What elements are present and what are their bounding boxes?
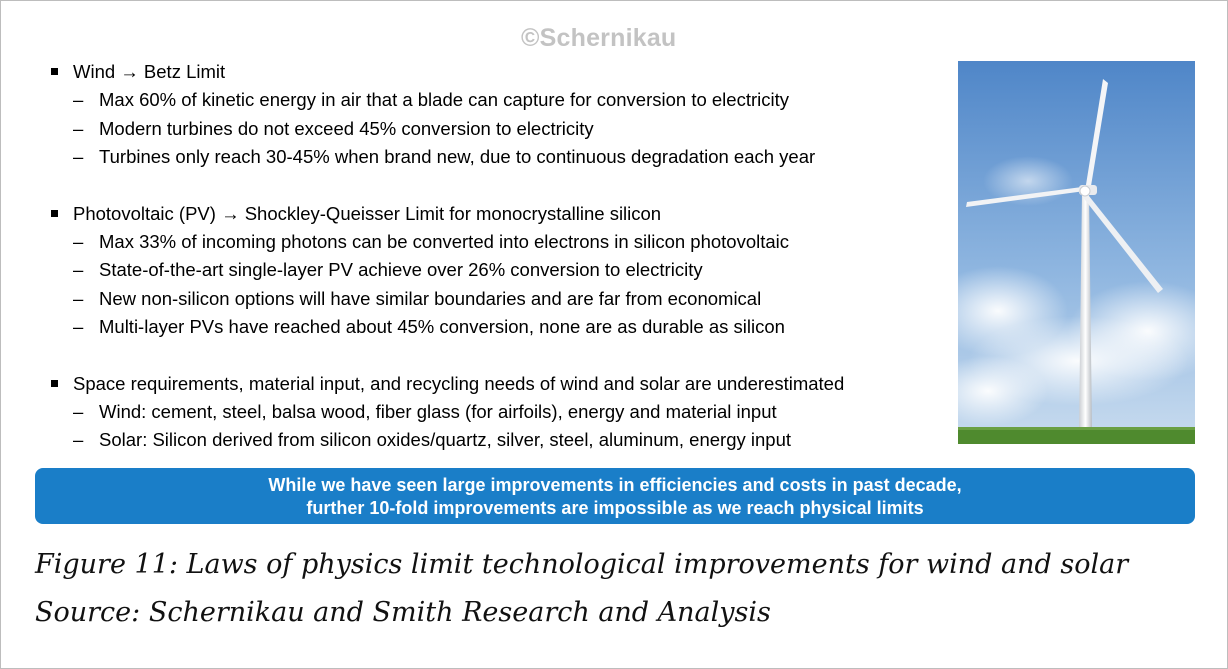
bullet-heading-text: Wind → Betz Limit [73, 61, 226, 82]
sub-bullet-text: Max 60% of kinetic energy in air that a blade can capture for conversion to electricity [99, 89, 789, 110]
section-photovoltaic [49, 200, 939, 342]
sub-bullet-text: Turbines only reach 30-45% when brand new, due to continuous degradation each year [99, 146, 816, 167]
dash-icon: – [73, 89, 84, 110]
sub-bullet [49, 143, 939, 172]
bullet-content [49, 58, 939, 455]
figure-caption: Figure 11: Laws of physics limit technological improvements for wind and solar [35, 549, 1129, 580]
sub-bullet [49, 115, 939, 144]
dash-icon: – [73, 146, 84, 167]
square-bullet-icon [51, 68, 58, 75]
sub-bullet [49, 398, 939, 427]
wind-turbine-photo [958, 61, 1195, 444]
banner-line-1: While we have seen large improvements in efficiencies and costs in past decade, [268, 475, 962, 495]
bullet-heading [49, 200, 939, 228]
square-bullet-icon [51, 210, 58, 217]
section-wind [49, 58, 939, 172]
sub-bullet [49, 285, 939, 314]
dash-icon: – [73, 117, 84, 139]
sub-bullet-text: Max 33% of incoming photons can be converted into electrons in silicon photovoltaic [99, 230, 790, 252]
watermark: ©Schernikau [521, 24, 677, 52]
dash-icon: – [73, 230, 84, 252]
dash-icon: – [73, 429, 84, 450]
sub-bullet [49, 228, 939, 257]
bullet-heading-text: Space requirements, material input, and recycling needs of wind and solar are underestimated [73, 372, 845, 394]
sub-bullet [49, 313, 939, 342]
sub-bullet-text: Wind: cement, steel, balsa wood, fiber glass (for airfoils), energy and material input [99, 400, 777, 422]
banner-line-2: further 10-fold improvements are impossible as we reach physical limits [306, 498, 924, 518]
sub-bullet-text: Solar: Silicon derived from silicon oxides/quartz, silver, steel, aluminum, energy input [99, 429, 792, 450]
bullet-heading [49, 58, 939, 86]
sub-bullet [49, 86, 939, 115]
dash-icon: – [73, 287, 84, 309]
bullet-heading [49, 370, 939, 398]
sub-bullet [49, 256, 939, 285]
sub-bullet-text: Multi-layer PVs have reached about 45% conversion, none are as durable as silicon [99, 316, 785, 337]
dash-icon: – [73, 259, 84, 280]
dash-icon: – [73, 400, 84, 422]
square-bullet-icon [51, 380, 58, 387]
sub-bullet-text: Modern turbines do not exceed 45% conversion to electricity [99, 117, 594, 139]
wind-turbine-icon [958, 61, 1195, 444]
sub-bullet-text: New non-silicon options will have similar boundaries and are far from economical [99, 287, 762, 309]
source-caption: Source: Schernikau and Smith Research and Analysis [35, 597, 771, 628]
sub-bullet [49, 426, 939, 455]
conclusion-banner [35, 468, 1195, 524]
section-space-requirements [49, 370, 939, 455]
dash-icon: – [73, 316, 84, 337]
sub-bullet-text: State-of-the-art single-layer PV achieve over 26% conversion to electricity [99, 259, 703, 280]
bullet-heading-text: Photovoltaic (PV) → Shockley-Queisser Limit for monocrystalline silicon [73, 202, 662, 224]
